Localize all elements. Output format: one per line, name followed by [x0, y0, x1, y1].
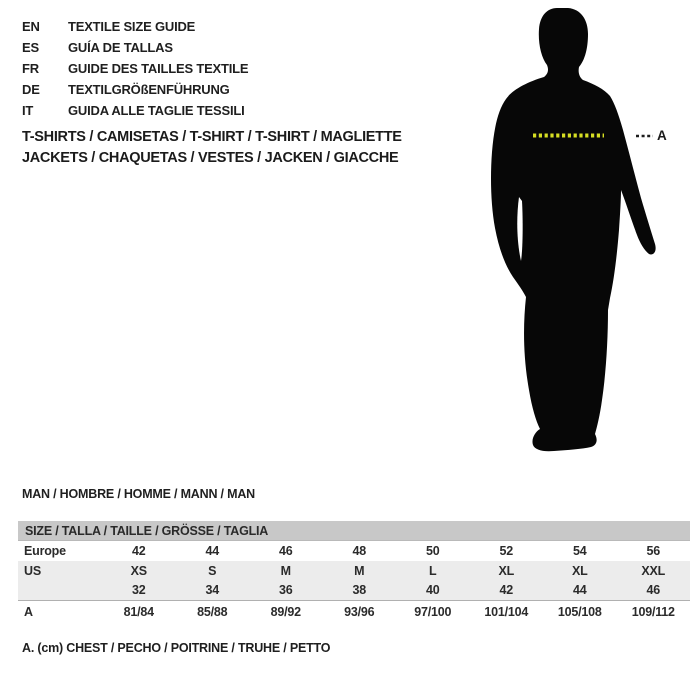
table-cell: 42: [499, 583, 513, 598]
table-cell: 44: [572, 583, 587, 598]
language-code: IT: [22, 103, 34, 118]
language-code: EN: [22, 19, 40, 34]
table-cell: 40: [425, 583, 440, 598]
size-table-header: SIZE / TALLA / TAILLE / GRÖSSE / TAGLIA: [18, 521, 690, 541]
gender-label: MAN / HOMBRE / HOMME / MANN / MAN: [22, 487, 255, 501]
table-cell: 85/88: [197, 605, 228, 619]
table-row-us: [18, 561, 690, 581]
row-label: US: [24, 563, 41, 578]
product-line-tshirts: T-SHIRTS / CAMISETAS / T-SHIRT / T-SHIRT / MAGLIETTE: [22, 129, 402, 145]
man-silhouette-path: [491, 8, 656, 451]
language-code: ES: [22, 40, 39, 55]
table-cell: M: [354, 563, 365, 578]
table-cell: 101/104: [484, 605, 529, 619]
measurement-footnote: A. (cm) CHEST / PECHO / POITRINE / TRUHE / PETTO: [22, 641, 331, 655]
table-cell: 38: [352, 583, 366, 598]
table-cell: XL: [498, 563, 515, 578]
table-cell: XL: [571, 563, 588, 578]
table-cell: 97/100: [414, 605, 452, 619]
table-cell: 50: [425, 544, 440, 558]
language-code: FR: [22, 61, 39, 76]
language-title: GUIDE DES TAILLES TEXTILE: [68, 61, 249, 76]
table-cell: 109/112: [631, 605, 675, 619]
language-title: TEXTILGRÖßENFÜHRUNG: [68, 82, 230, 97]
language-code: DE: [22, 82, 40, 97]
table-cell: 32: [131, 583, 146, 598]
table-cell: 52: [499, 544, 513, 558]
table-row-europe: [18, 541, 690, 561]
table-row-chest: [18, 600, 690, 623]
table-row-numeric: [18, 581, 690, 601]
measurement-a-label: A: [657, 128, 667, 143]
table-cell: 44: [205, 544, 219, 558]
table-cell: 42: [131, 544, 146, 558]
table-cell: 56: [646, 544, 660, 558]
table-cell: M: [280, 563, 291, 578]
table-cell: 89/92: [270, 605, 301, 619]
table-cell: 46: [278, 544, 293, 558]
table-cell: XXL: [641, 563, 666, 578]
language-title: GUIDA ALLE TAGLIE TESSILI: [68, 103, 245, 118]
language-title: GUÍA DE TALLAS: [68, 40, 173, 55]
table-cell: 46: [646, 583, 660, 598]
table-cell: 93/96: [344, 605, 375, 619]
size-table: [18, 521, 690, 623]
table-cell: 36: [278, 583, 293, 598]
language-title: TEXTILE SIZE GUIDE: [68, 19, 196, 34]
table-cell: XS: [130, 563, 147, 578]
table-cell: L: [429, 563, 437, 578]
row-label: A: [24, 605, 33, 619]
table-cell: S: [208, 563, 217, 578]
table-cell: 54: [572, 544, 587, 558]
row-label: Europe: [24, 544, 66, 558]
table-cell: 105/108: [557, 605, 602, 619]
table-cell: 81/84: [123, 605, 154, 619]
table-cell: 48: [352, 544, 366, 558]
product-line-jackets: JACKETS / CHAQUETAS / VESTES / JACKEN / GIACCHE: [22, 150, 399, 166]
table-cell: 34: [205, 583, 219, 598]
